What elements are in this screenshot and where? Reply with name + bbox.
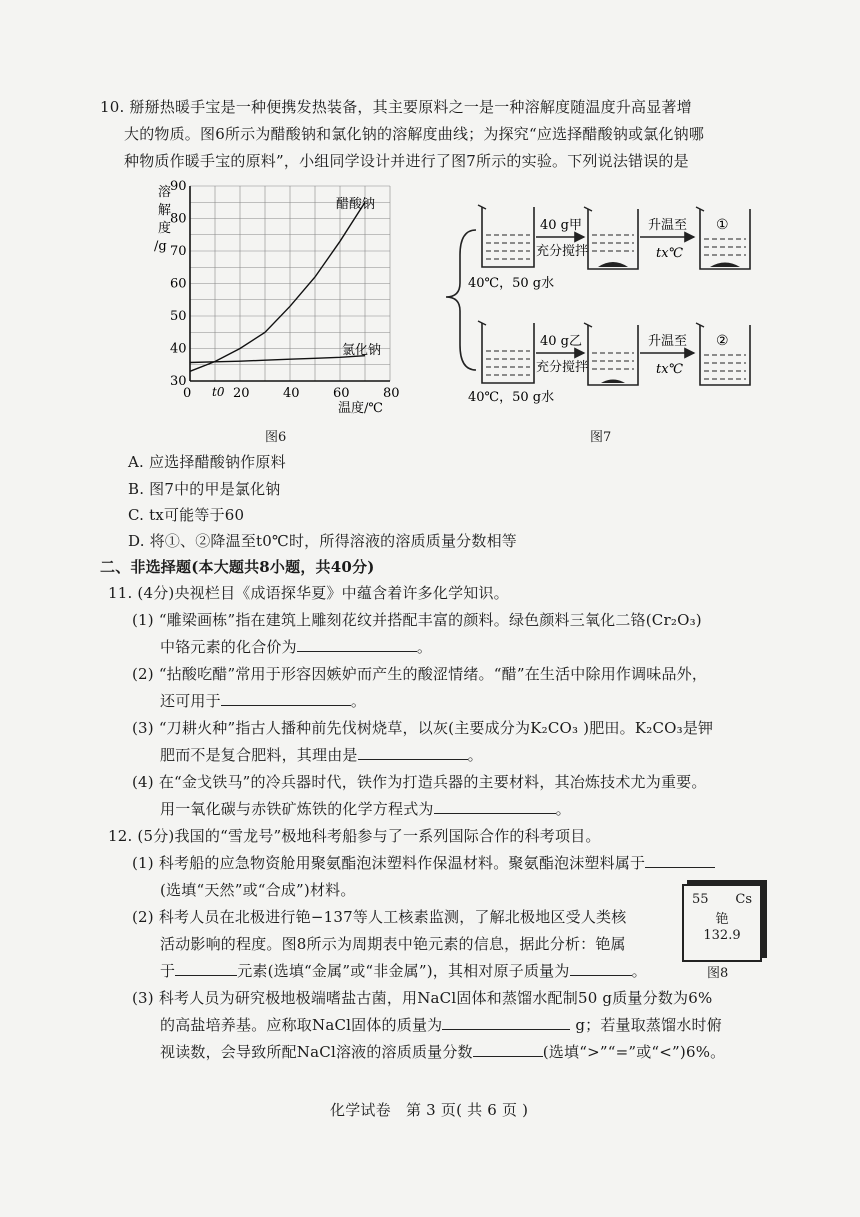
x-tick-label: 40	[283, 386, 300, 401]
page-footer: 化学试卷 第 3 页( 共 6 页 )	[330, 1101, 529, 1119]
q11-part1-text: 中铬元素的化合价为	[160, 638, 297, 656]
bottom-stir-label: 充分搅拌	[536, 360, 589, 375]
q11-part4-line1: (4) 在“金戈铁马”的冷兵器时代，铁作为打造兵器的主要材料，其冶炼技术尤为重要。	[132, 773, 707, 791]
element-name: 铯	[715, 912, 729, 927]
x-axis-label: 温度/℃	[338, 401, 383, 416]
q11-part3-line2: 肥而不是复合肥料，其理由是 。	[160, 746, 483, 764]
q11-part3-line1: (3) “刀耕火种”指古人播种前先伐树烧草，以灰(主要成分为K₂CO₃ )肥田。K₂CO₃是钾	[132, 719, 714, 737]
q10-option-b: B. 图7中的甲是氯化钠	[128, 480, 281, 498]
beaker-bottom-stirred	[584, 323, 638, 385]
x-tick-label: 80	[383, 386, 400, 401]
figure7-caption: 图7	[590, 430, 612, 445]
answer-blank[interactable]	[645, 853, 715, 868]
beaker-top-stirred	[584, 207, 638, 269]
q11-part1-line1: (1) “雕梁画栋”指在建筑上雕刻花纹并搭配丰富的颜料。绿色颜料三氧化二铬(Cr₂O₃)	[132, 611, 702, 629]
section2-title: 二、非选择题(本大题共8小题，共40分)	[100, 558, 375, 576]
q12-part2-line3: 于 元素(选填“金属”或“非金属”)，其相对原子质量为 。	[160, 962, 647, 980]
answer-blank[interactable]	[434, 799, 556, 814]
q12-part1-text: (1) 科考船的应急物资舱用聚氨酯泡沫塑料作保温材料。聚氨酯泡沫塑料属于	[132, 854, 646, 872]
figure8-caption: 图8	[707, 966, 729, 981]
answer-blank[interactable]	[297, 637, 417, 652]
q10-option-c: C. tx可能等于60	[128, 506, 245, 524]
answer-blank[interactable]	[570, 961, 632, 976]
chart-series	[190, 202, 365, 371]
y-tick-label: 70	[170, 244, 187, 259]
bottom-start-label: 40℃，50 g水	[468, 390, 555, 405]
bottom-heat-label: 升温至	[648, 334, 688, 349]
ylabel-char: 度	[158, 221, 172, 236]
y-tick-label: 30	[170, 374, 187, 389]
top-temp-label: tx℃	[656, 246, 684, 261]
top-stir-label: 充分搅拌	[536, 244, 589, 259]
q11-part4-line2: 用一氧化碳与赤铁矿炼铁的化学方程式为 。	[160, 800, 571, 818]
x-tick-label: 20	[233, 386, 250, 401]
y-tick-label: 80	[170, 211, 187, 227]
q11-part1-line2: 中铬元素的化合价为 。	[160, 638, 433, 656]
q12-part3-line3: 视读数，会导致所配NaCl溶液的溶质质量分数 (选填“>”“=”或“<”)6%。	[160, 1043, 726, 1061]
top-add-label: 40 g甲	[540, 218, 582, 233]
top-heat-label: 升温至	[648, 218, 688, 233]
bottom-result-label: ②	[716, 333, 729, 349]
answer-blank[interactable]	[442, 1015, 570, 1030]
q12-part2-line1: (2) 科考人员在北极进行铯−137等人工核素监测，了解北极地区受人类核	[132, 908, 627, 926]
figure6-caption: 图6	[265, 430, 287, 445]
bottom-temp-label: tx℃	[656, 362, 684, 377]
undissolved-solid	[601, 380, 625, 384]
q11-part2-line1: (2) “拈酸吃醋”常用于形容因嫉妒而产生的酸涩情绪。“醋”在生活中除用作调味品外，	[132, 665, 708, 683]
ylabel-char: 解	[158, 203, 172, 218]
q10-line2: 大的物质。图6所示为醋酸钠和氯化钠的溶解度曲线；为探究“应选择醋酸钠或氯化钠哪	[124, 125, 705, 143]
answer-blank[interactable]	[175, 961, 237, 976]
q12-part3-line2: 的高盐培养基。应称取NaCl固体的质量为 g；若量取蒸馏水时俯	[160, 1016, 722, 1034]
q11-part4-text: 用一氧化碳与赤铁矿炼铁的化学方程式为	[160, 800, 434, 818]
t0-tick-label: t0	[212, 385, 225, 399]
undissolved-solid	[710, 263, 740, 268]
answer-blank[interactable]	[221, 691, 351, 706]
q12-stem: 12. (5分)我国的“雪龙号”极地科考船参与了一系列国际合作的科考项目。	[108, 827, 601, 845]
beaker-bottom-start	[478, 321, 534, 383]
figure7-experiment-diagram	[438, 195, 788, 410]
element-symbol: Cs	[735, 892, 752, 907]
q10-option-a: A. 应选择醋酸钠作原料	[128, 453, 286, 471]
q11-stem: 11. (4分)央视栏目《成语探华夏》中蕴含着许多化学知识。	[108, 584, 509, 602]
ylabel-char: /g	[154, 239, 167, 254]
q10-option-d: D. 将①、②降温至t0℃时，所得溶液的溶质质量分数相等	[128, 532, 517, 550]
series-label-sodium-chloride: 氯化钠	[342, 343, 382, 358]
figure6-solubility-chart	[140, 176, 410, 444]
y-tick-label: 40	[170, 341, 187, 357]
answer-blank[interactable]	[358, 745, 468, 760]
q11-part3-text: 肥而不是复合肥料，其理由是	[160, 746, 358, 764]
series-label-sodium-acetate: 醋酸钠	[336, 197, 376, 212]
bottom-add-label: 40 g乙	[540, 334, 582, 349]
top-start-label: 40℃，50 g水	[468, 276, 555, 291]
q11-part2-line2: 还可用于 。	[160, 692, 367, 710]
atomic-number: 55	[692, 892, 709, 907]
y-tick-label: 50	[170, 309, 187, 324]
figure8-element-cell	[682, 884, 762, 962]
q10-line3: 种物质作暖手宝的原料”，小组同学设计并进行了图7所示的实验。下列说法错误的是	[124, 152, 689, 170]
brace-bracket	[446, 230, 476, 370]
series-line-sodium-acetate	[190, 202, 365, 371]
answer-blank[interactable]	[473, 1042, 543, 1057]
q11-part2-text: 还可用于	[160, 692, 221, 710]
x-tick-label: 60	[333, 386, 350, 401]
beaker-top-start	[478, 205, 534, 267]
top-result-label: ①	[716, 217, 729, 233]
q12-part2-line2: 活动影响的程度。图8所示为周期表中铯元素的信息，据此分析：铯属	[160, 935, 626, 953]
q10-line1: 10. 掰掰热暖手宝是一种便携发热装备，其主要原料之一是一种溶解度随温度升高显著增	[100, 98, 692, 116]
q12-part1-line2: (选填“天然”或“合成”)材料。	[160, 881, 356, 899]
ylabel-char: 溶	[158, 185, 172, 200]
x-tick-label: 0	[183, 386, 192, 401]
y-tick-label: 90	[170, 179, 187, 194]
undissolved-solid	[598, 262, 628, 267]
y-tick-label: 60	[170, 276, 187, 292]
atomic-mass: 132.9	[703, 928, 741, 943]
q12-part3-line1: (3) 科考人员为研究极地极端嗜盐古菌，用NaCl固体和蒸馏水配制50 g质量分数为6%	[132, 989, 713, 1007]
series-line-sodium-chloride	[190, 356, 365, 363]
q12-part1-line1	[132, 853, 715, 873]
